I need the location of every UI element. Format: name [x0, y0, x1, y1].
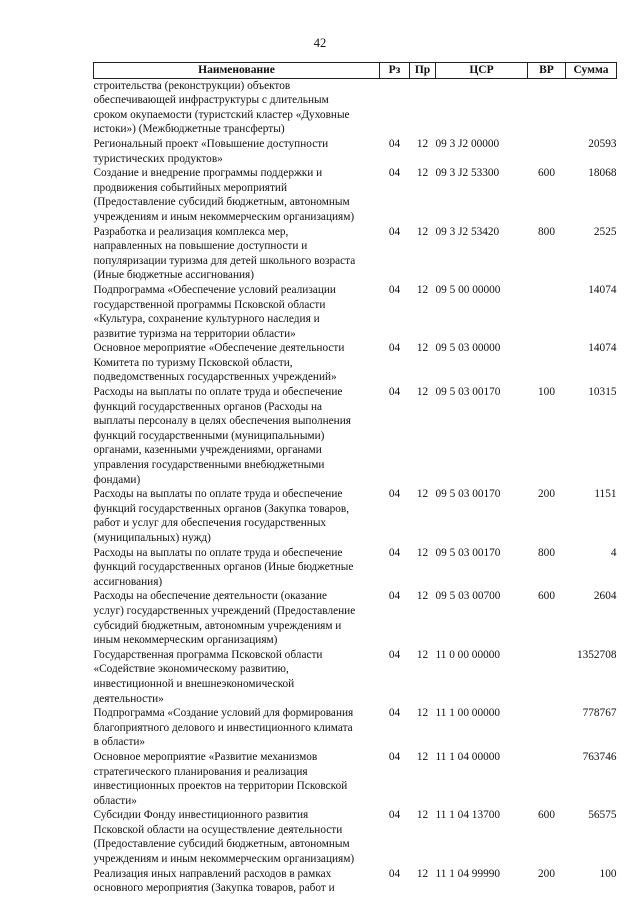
header-name: Наименование: [94, 63, 380, 79]
header-vr: ВР: [528, 63, 566, 79]
row-vr: [528, 78, 566, 137]
row-rz: 04: [388, 707, 401, 720]
row-name-line: области»: [93, 794, 137, 807]
row-csr: 09 5 00 00000: [435, 283, 501, 296]
row-csr: 11 1 04 00000: [435, 750, 501, 763]
row-name-line: (Предоставление субсидий бюджетным, автономным: [93, 196, 350, 209]
row-name-line: «Содействие экономическому развитию,: [93, 663, 289, 676]
row-rz: 04: [388, 137, 401, 150]
row-name-line: функций государственных органов (Расходы на: [93, 400, 323, 413]
table-row: [94, 78, 617, 137]
row-sum: 100: [599, 867, 617, 880]
row-csr: 11 0 00 00000: [435, 648, 501, 661]
row-vr: 800: [538, 225, 555, 238]
table-row: [94, 706, 617, 750]
row-name-line: Расходы на выплаты по оплате труда и обеспечение: [93, 546, 343, 559]
row-sum: 18068: [588, 167, 617, 180]
row-name: [94, 385, 380, 487]
table-row: [94, 487, 617, 545]
row-name-line: обеспечивающей инфраструктуры с длительным: [93, 94, 329, 107]
row-name-line: субсидий бюджетным, автономным учреждениям и: [93, 619, 342, 632]
row-csr: 11 1 04 13700: [435, 809, 501, 822]
table-row: [94, 283, 617, 341]
row-pr: 12: [416, 137, 429, 150]
row-sum: 56575: [588, 809, 617, 822]
row-vr: [528, 283, 566, 341]
row-name-line: подведомственных государственных учреждений»: [93, 371, 337, 384]
row-pr: 12: [416, 648, 429, 661]
row-rz: [380, 78, 410, 137]
row-name-line: фондами): [93, 473, 141, 486]
row-name-line: основного мероприятия (Закупка товаров, работ и: [93, 882, 335, 895]
row-rz: 04: [388, 809, 401, 822]
row-name-line: функций государственных органов (Закупка товаров,: [93, 502, 350, 515]
row-sum: 14074: [588, 283, 617, 296]
budget-table: [93, 62, 617, 896]
row-name-line: иным некоммерческим организациям): [93, 634, 278, 647]
row-name: [94, 648, 380, 706]
row-name-line: Реализация иных направлений расходов в рамках: [93, 867, 332, 880]
row-vr: 600: [538, 809, 555, 822]
row-name-line: строительства (реконструкции) объектов: [93, 79, 291, 92]
row-rz: 04: [388, 648, 401, 661]
row-name-line: выплаты персоналу в целях обеспечения выполнения: [93, 415, 351, 428]
header-pr: Пр: [410, 63, 436, 79]
row-name-line: в области»: [93, 736, 146, 749]
header-csr: ЦСР: [436, 63, 528, 79]
row-name-line: управления государственными внебюджетными: [93, 459, 325, 472]
row-pr: 12: [416, 386, 429, 399]
row-name: [94, 808, 380, 866]
row-sum: 1151: [594, 488, 617, 501]
row-vr: 100: [538, 386, 555, 399]
row-name-line: Региональный проект «Повышение доступности: [93, 137, 329, 150]
row-name-line: Основное мероприятие «Развитие механизмов: [93, 750, 318, 763]
row-name-line: функций государственных органов (Иные бюджетные: [93, 561, 354, 574]
row-name-line: сроком окупаемости (туристский кластер «Духовные: [93, 108, 350, 121]
table-row: [94, 589, 617, 647]
row-csr: 09 5 03 00700: [435, 590, 501, 603]
row-rz: 04: [388, 225, 401, 238]
row-csr: 09 5 03 00170: [435, 386, 501, 399]
row-csr: 09 5 03 00170: [435, 488, 501, 501]
row-name-line: учреждениям и иным некоммерческим организациям): [93, 210, 355, 223]
row-vr: [528, 750, 566, 808]
row-name-line: Расходы на обеспечение деятельности (оказание: [93, 590, 328, 603]
row-name: [94, 78, 380, 137]
row-name-line: продвижения событийных мероприятий: [93, 181, 287, 194]
row-name-line: туристических продуктов»: [93, 152, 223, 165]
row-name-line: направленных на повышение доступности и: [93, 240, 308, 253]
table-row: [94, 166, 617, 224]
row-rz: 04: [388, 342, 401, 355]
table-row: [94, 867, 617, 896]
row-name: [94, 546, 380, 590]
row-name-line: (муниципальных) нужд): [93, 532, 211, 544]
row-rz: 04: [388, 167, 401, 180]
row-pr: 12: [416, 750, 429, 763]
row-name-line: Создание и внедрение программы поддержки и: [93, 167, 323, 180]
row-name-line: Разработка и реализация комплекса мер,: [93, 225, 289, 238]
row-csr: 09 3 J2 53420: [435, 225, 500, 238]
row-rz: 04: [388, 546, 401, 559]
row-name-line: Подпрограмма «Создание условий для формирования: [93, 707, 354, 720]
row-name-line: популяризации туризма для детей школьного возраста: [93, 254, 356, 267]
row-name-line: функций государственными (муниципальными): [93, 429, 325, 442]
table-row: [94, 225, 617, 283]
row-pr: 12: [416, 867, 429, 880]
row-sum: 2525: [593, 225, 617, 238]
row-pr: 12: [416, 225, 429, 238]
row-sum: 20593: [588, 137, 617, 150]
row-pr: 12: [416, 590, 429, 603]
row-name: [94, 283, 380, 341]
row-name-line: Расходы на выплаты по оплате труда и обеспечение: [93, 386, 343, 399]
row-name-line: Подпрограмма «Обеспечение условий реализации: [93, 283, 336, 296]
row-name: [94, 706, 380, 750]
row-sum: 14074: [588, 342, 617, 355]
row-name: [94, 750, 380, 808]
row-sum: 4: [610, 546, 617, 559]
row-name: [94, 867, 380, 896]
row-name-line: (Предоставление субсидий бюджетным, автономным: [93, 838, 350, 851]
row-pr: 12: [416, 809, 429, 822]
row-name: [94, 487, 380, 545]
row-csr: 09 5 03 00170: [435, 546, 501, 559]
table-row: [94, 137, 617, 166]
row-pr: 12: [416, 283, 429, 296]
row-vr: 600: [538, 590, 555, 603]
row-vr: 200: [538, 867, 555, 880]
row-name-line: истоки») (Межбюджетные трансферты): [93, 123, 285, 136]
table-header-row: [94, 63, 617, 79]
table-row: [94, 750, 617, 808]
page-number: 42: [313, 36, 327, 50]
row-rz: 04: [388, 283, 401, 296]
row-name: [94, 137, 380, 166]
row-pr: 12: [416, 707, 429, 720]
row-csr: 11 1 00 00000: [435, 707, 501, 720]
row-name-line: Субсидии Фонду инвестиционного развития: [93, 809, 309, 822]
row-name-line: инвестиционной и внешнеэкономической: [93, 677, 295, 690]
row-name-line: государственной программы Псковской области: [93, 298, 326, 311]
row-csr: 09 5 03 00000: [435, 342, 501, 355]
row-name-line: стратегического планирования и реализация: [93, 765, 308, 778]
row-vr: [528, 648, 566, 706]
row-csr: 09 3 J2 00000: [435, 137, 500, 150]
table-row: [94, 648, 617, 706]
row-name-line: органами, казенными учреждениями, органами: [93, 444, 322, 457]
row-vr: 800: [538, 546, 555, 559]
row-name-line: Основное мероприятие «Обеспечение деятельности: [93, 342, 345, 355]
row-sum: 778767: [582, 707, 617, 720]
row-name-line: Государственная программа Псковской области: [93, 648, 323, 661]
row-name-line: Комитета по туризму Псковской области,: [93, 356, 293, 369]
row-sum: 763746: [582, 750, 617, 763]
table-row: [94, 385, 617, 487]
row-name-line: развитие туризма на территории области»: [93, 327, 296, 340]
row-vr: [528, 341, 566, 385]
table-row: [94, 808, 617, 866]
row-sum: 1352708: [576, 648, 617, 661]
row-name: [94, 166, 380, 224]
row-vr: 600: [538, 167, 555, 180]
table-row: [94, 341, 617, 385]
row-vr: [528, 137, 566, 166]
row-rz: 04: [388, 867, 401, 880]
row-name-line: работ и услуг для обеспечения государственных: [93, 517, 327, 530]
row-name-line: (Иные бюджетные ассигнования): [93, 269, 255, 282]
table-row: [94, 546, 617, 590]
row-sum: 2604: [593, 590, 617, 603]
row-name-line: инвестиционных проектов на территории Псковской: [93, 780, 348, 793]
row-sum: [566, 78, 617, 137]
table-body: [94, 78, 617, 896]
row-name-line: Псковской области на осуществление деятельности: [93, 823, 343, 836]
row-csr: 09 3 J2 53300: [435, 167, 500, 180]
row-pr: 12: [416, 488, 429, 501]
row-rz: 04: [388, 590, 401, 603]
row-rz: 04: [388, 750, 401, 763]
row-name: [94, 341, 380, 385]
row-vr: 200: [538, 488, 555, 501]
row-name-line: деятельности»: [93, 692, 164, 705]
row-name-line: благоприятного делового и инвестиционного климата: [93, 721, 353, 734]
row-name: [94, 225, 380, 283]
row-rz: 04: [388, 488, 401, 501]
row-pr: [410, 78, 436, 137]
row-name-line: ассигнования): [93, 575, 163, 588]
row-rz: 04: [388, 386, 401, 399]
row-sum: 10315: [588, 386, 617, 399]
header-rz: Рз: [380, 63, 410, 79]
row-name-line: услуг) государственных учреждений (Предоставление: [93, 604, 356, 617]
row-pr: 12: [416, 167, 429, 180]
row-csr: [436, 78, 528, 137]
row-pr: 12: [416, 546, 429, 559]
row-csr: 11 1 04 99990: [435, 867, 501, 880]
row-vr: [528, 706, 566, 750]
row-name-line: Расходы на выплаты по оплате труда и обеспечение: [93, 488, 343, 501]
row-name: [94, 589, 380, 647]
row-pr: 12: [416, 342, 429, 355]
header-sum: Сумма: [566, 63, 617, 79]
row-name-line: учреждениям и иным некоммерческим организациям): [93, 853, 355, 866]
row-name-line: «Культура, сохранение культурного наследия и: [93, 313, 320, 326]
